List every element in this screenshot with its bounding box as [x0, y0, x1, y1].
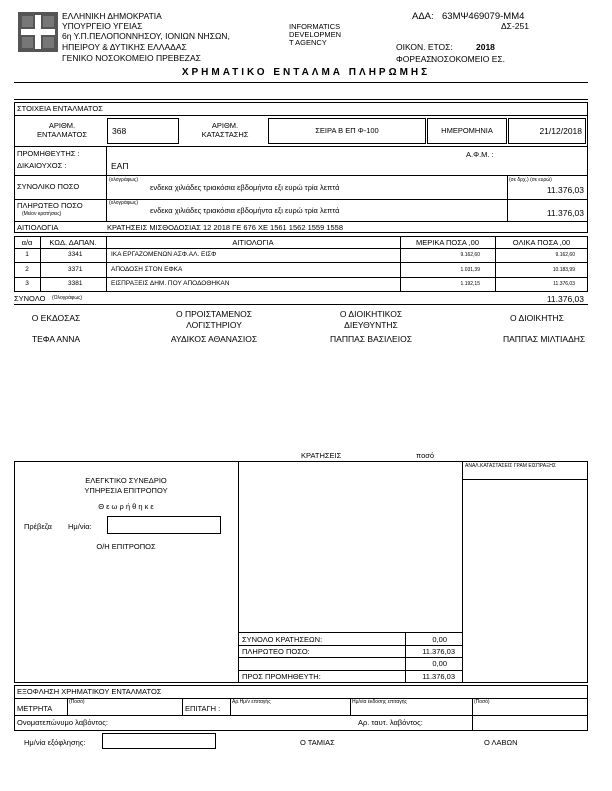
synolo-kratiseon-value: 0,00 [432, 635, 447, 644]
synoliko-digits-small: (σε δρχ.) (σε ευρώ) [509, 177, 552, 183]
poso-label: ποσό [416, 451, 435, 460]
column-divider [350, 698, 351, 715]
hmnia-theorisis-field[interactable] [107, 516, 221, 534]
table-row-2-merika: 1.031,39 [460, 267, 480, 273]
arith-entalmatos-label-1: ΑΡΙΘΜ. [48, 121, 76, 130]
table-row-2-aitiologia: ΑΠΟΔΟΣΗ ΣΤΟΝ ΕΦΚΑ [111, 266, 183, 273]
table-row-2-aa: 2 [25, 266, 29, 273]
foreas-label: ΦΟΡΕΑΣ: [396, 54, 435, 64]
role-dioikitikos: Ο ΔΙΟΙΚΗΤΙΚΟΣ ΔΙΕΥΘΥΝΤΗΣ [339, 309, 403, 330]
tamias-label: Ο ΤΑΜΙΑΣ [300, 738, 335, 747]
table-row-1-olika: 9.162,60 [555, 252, 575, 258]
total-value: 11.376,03 [546, 294, 584, 304]
lavon-label: Ο ΛΑΒΩΝ [484, 738, 518, 747]
row-divider [14, 248, 588, 249]
row-divider [14, 146, 588, 147]
table-header-aitiologia: ΑΙΤΙΟΛΟΓΙΑ [232, 238, 274, 247]
ar-taut-label: Αρ. ταυτ. λαβόντος: [358, 718, 423, 727]
column-divider [472, 715, 473, 731]
metrita-label: ΜΕΤΡΗΤΑ [17, 704, 53, 713]
document-title: ΧΡΗΜΑΤΙΚΟ ΕΝΤΑΛΜΑ ΠΛΗΡΩΜΗΣ [181, 67, 431, 78]
aitiologia-text: ΚΡΑΤΗΣΕΙΣ ΜΙΣΘΟΔΟΣΙΑΣ 12 2018 ΓΕ 676 ΧΕ 1561 1562 1559 1558 [107, 223, 344, 232]
table-row-3-olika: 11.376,03 [553, 281, 575, 287]
role-dioikitis: Ο ΔΙΟΙΚΗΤΗΣ [510, 313, 564, 323]
onomatep-label: Ονοματεπώνυμο λαβόντος: [17, 718, 109, 727]
org-line-2: ΥΠΟΥΡΓΕΙΟ ΥΓΕΙΑΣ [62, 21, 143, 31]
table-header-kod: ΚΩΔ. ΔΑΠΑΝ. [49, 238, 97, 247]
table-header-aa: α/α [21, 238, 33, 247]
column-divider [182, 698, 183, 715]
greek-cross-logo-icon [18, 12, 58, 52]
pros-promitheuti-value: 11.376,03 [422, 672, 455, 681]
plirotoe-poso-label: ΠΛΗΡΩΤΕΟ ΠΟΣΟ: [242, 647, 310, 656]
arith-katastasis-label-1: ΑΡΙΘΜ. [211, 121, 239, 130]
synoliko-words-small: (ολογράφως) [109, 177, 139, 183]
table-row-3-kod: 3381 [68, 280, 83, 287]
imerominia-value: 21/12/2018 [539, 126, 582, 136]
row-divider [14, 221, 588, 222]
column-divider [230, 698, 231, 715]
aitiologia-label: ΑΙΤΙΟΛΟΓΙΑ [17, 223, 59, 232]
name-dioikitikos: ΠΑΠΠΑΣ ΒΑΣΙΛΕΙΟΣ [330, 334, 412, 344]
plirotero-words-small: (ολογράφως) [109, 200, 139, 206]
arith-entalmatos-value: 368 [112, 126, 127, 136]
org-line-3: 6η Υ.Π.ΠΕΛΟΠΟΝΝΗΣΟΥ, ΙΟΝΙΩΝ ΝΗΣΩΝ, [62, 31, 230, 41]
epitagi-poso-small: (Ποσό) [474, 699, 490, 705]
foreas-value: ΝΟΣΟΚΟΜΕΙΟ ΕΣ. [431, 54, 506, 64]
row-divider [14, 199, 588, 200]
informatics-line-2: DEVELOPMEN [289, 30, 342, 39]
pros-promitheuti-label: ΠΡΟΣ ΠΡΟΜΗΘΕΥΤΗ: [242, 672, 321, 681]
org-line-5: ΓΕΝΙΚΟ ΝΟΣΟΚΟΜΕΙΟ ΠΡΕΒΕΖΑΣ [62, 53, 201, 63]
oikon-etos-label: ΟΙΚΟΝ. ΕΤΟΣ: [396, 42, 453, 52]
org-line-1: ΕΛΛΗΝΙΚΗ ΔΗΜΟΚΡΑΤΙΑ [62, 11, 162, 21]
column-divider [106, 199, 107, 221]
row-divider [14, 715, 588, 716]
title-divider [14, 99, 588, 100]
anal-katastaseis-label: ΑΝΑΛ.ΚΑΤΑΣΤΑΣΕΙΣ ΓΡΑΜ ΕΙΣΠΡΑΞΗΣ [465, 463, 557, 469]
column-divider [462, 461, 463, 683]
epitagi-label: ΕΠΙΤΑΓΗ : [185, 704, 221, 713]
row-divider [238, 645, 462, 646]
plirotero-amount: 11.376,03 [546, 208, 584, 218]
row-divider [14, 262, 588, 263]
title-underline [14, 82, 588, 83]
arith-entalmatos-label-2: ΕΝΤΑΛΜΑΤΟΣ [36, 130, 88, 139]
informatics-line-3: T AGENCY [289, 38, 327, 47]
section-title-stoixeia: ΣΤΟΙΧΕΙΑ ΕΝΤΑΛΜΑΤΟΣ [17, 104, 103, 113]
hmnia-label: Ημ/νία: [68, 522, 92, 531]
kratiseis-label: ΚΡΑΤΗΣΕΙΣ [301, 451, 342, 460]
row-divider [14, 698, 588, 699]
row-divider [14, 115, 588, 116]
oikon-etos-value: 2018 [476, 42, 495, 52]
plirotero-sub: (Μείον κρατήσεις) [22, 211, 62, 217]
epitagi-arithmos-small: Αρ.Ημ/ν επιταγής [232, 699, 271, 705]
hmnia-exoflisis-field[interactable] [102, 733, 216, 749]
column-divider [238, 461, 239, 683]
name-ekdosas: ΤΕΦΑ ΑΝΝΑ [31, 334, 81, 344]
role-proistamenos: Ο ΠΡΟΙΣΤΑΜΕΝΟΣ ΛΟΓΙΣΤΗΡΙΟΥ [176, 309, 252, 330]
imerominia-label: ΗΜΕΡΟΜΗΝΙΑ [441, 126, 493, 135]
name-dioikitis: ΠΑΠΠΑΣ ΜΙΛΤΙΑΔΗΣ [503, 334, 586, 344]
court-line-1: ΕΛΕΓΚΤΙΚΟ ΣΥΝΕΔΡΙΟ [85, 476, 167, 485]
plirotero-label: ΠΛΗΡΩΤΕΟ ΠΟΣΟ [17, 201, 83, 210]
table-row-3-aa: 3 [25, 280, 29, 287]
hmnia-exoflisis-label: Ημ/νία εξόφλησης: [24, 738, 86, 747]
promitheftis-label-1: ΠΡΟΜΗΘΕΥΤΗΣ : [17, 149, 80, 158]
synoliko-amount: 11.376,03 [546, 185, 584, 195]
preveza-label: Πρέβεζα [24, 522, 52, 531]
ida-value: 63ΜΨ469079-ΜΜ4 [442, 11, 525, 22]
name-proistamenos: ΑΥΔΙΚΟΣ ΑΘΑΝΑΣΙΟΣ [170, 334, 258, 344]
role-ekdosas: Ο ΕΚΔΟΣΑΣ [31, 313, 81, 323]
row-divider [462, 479, 588, 480]
informatics-line-1: INFORMATICS [289, 22, 341, 31]
metrita-poso-small: (Ποσό) [69, 699, 85, 705]
seira-value: ΣΕΙΡΑ Β ΕΠ Φ-100 [315, 126, 379, 135]
ida-label: ΑΔΑ: [412, 11, 434, 22]
row-divider [238, 632, 462, 633]
table-header-merika: ΜΕΡΙΚΑ ΠΟΣΑ ,00 [416, 238, 479, 247]
row-divider [14, 277, 588, 278]
table-row-3-merika: 1.192,15 [460, 281, 480, 287]
column-divider [106, 146, 107, 175]
court-line-2: ΥΠΗΡΕΣΙΑ ΕΠΙΤΡΟΠΟΥ [84, 486, 168, 495]
column-divider [472, 698, 473, 715]
blank-value: 0,00 [432, 659, 447, 668]
column-divider [67, 698, 68, 715]
promitheftis-label-2: ΔΙΚΑΙΟΥΧΟΣ : [17, 161, 67, 170]
row-divider [14, 175, 588, 176]
table-row-2-kod: 3371 [68, 266, 83, 273]
row-divider [238, 657, 462, 658]
org-line-4: ΗΠΕΙΡΟΥ & ΔΥΤΙΚΗΣ ΕΛΛΑΔΑΣ [62, 42, 187, 52]
table-row-1-aitiologia: ΙΚΑ ΕΡΓΑΖΟΜΕΝΩΝ ΑΣΦ.ΑΛ. ΕΙΣΦ [111, 251, 217, 258]
plirotoe-poso-value: 11.376,03 [422, 647, 455, 656]
table-row-1-kod: 3341 [68, 251, 83, 258]
column-divider [106, 175, 107, 199]
total-underline [14, 304, 588, 305]
exoflisi-title: ΕΞΟΦΛΗΣΗ ΧΡΗΜΑΤΙΚΟΥ ΕΝΤΑΛΜΑΤΟΣ [17, 687, 162, 696]
total-label: ΣΥΝΟΛΟ [14, 294, 46, 303]
row-divider [238, 670, 462, 671]
plirotero-words: ενδεκα χιλιάδες τριακόσια εβδομήντα εξι ευρώ τρία λεπτά [150, 206, 340, 215]
arith-katastasis-label-2: ΚΑΤΑΣΤΑΣΗΣ [201, 130, 249, 139]
synoliko-label: ΣΥΝΟΛΙΚΟ ΠΟΣΟ [17, 182, 80, 191]
table-row-1-merika: 9.162,60 [460, 252, 480, 258]
afm-label: Α.Φ.Μ. : [466, 150, 494, 159]
hmnia-ekdosis-small: Ημ/νία έκδοσης επιταγής [352, 699, 407, 705]
synolo-kratiseon-label: ΣΥΝΟΛΟ ΚΡΑΤΗΣΕΩΝ: [242, 635, 323, 644]
total-sub: (Ολογράφως) [52, 295, 83, 301]
table-row-1-aa: 1 [25, 251, 29, 258]
table-header-olika: ΟΛΙΚΑ ΠΟΣΑ ,00 [512, 238, 571, 247]
oh-epitropos: Ο/Η ΕΠΙΤΡΟΠΟΣ [96, 542, 156, 551]
theorithike: Θ ε ω ρ ή θ η κ ε [98, 502, 154, 511]
synoliko-words: ενδεκα χιλιάδες τριακόσια εβδομήντα εξι ευρώ τρία λεπτά [150, 183, 340, 192]
table-row-3-aitiologia: ΕΙΣΠΡΑΞΕΙΣ ΔΗΜ. ΠΟΥ ΑΠΟΔΟΘΗΚΑΝ [111, 280, 230, 287]
table-row-2-olika: 10.183,99 [552, 267, 575, 273]
form-code: ΔΣ-251 [501, 21, 529, 31]
promitheftis-value: ΕΑΠ [111, 161, 129, 171]
